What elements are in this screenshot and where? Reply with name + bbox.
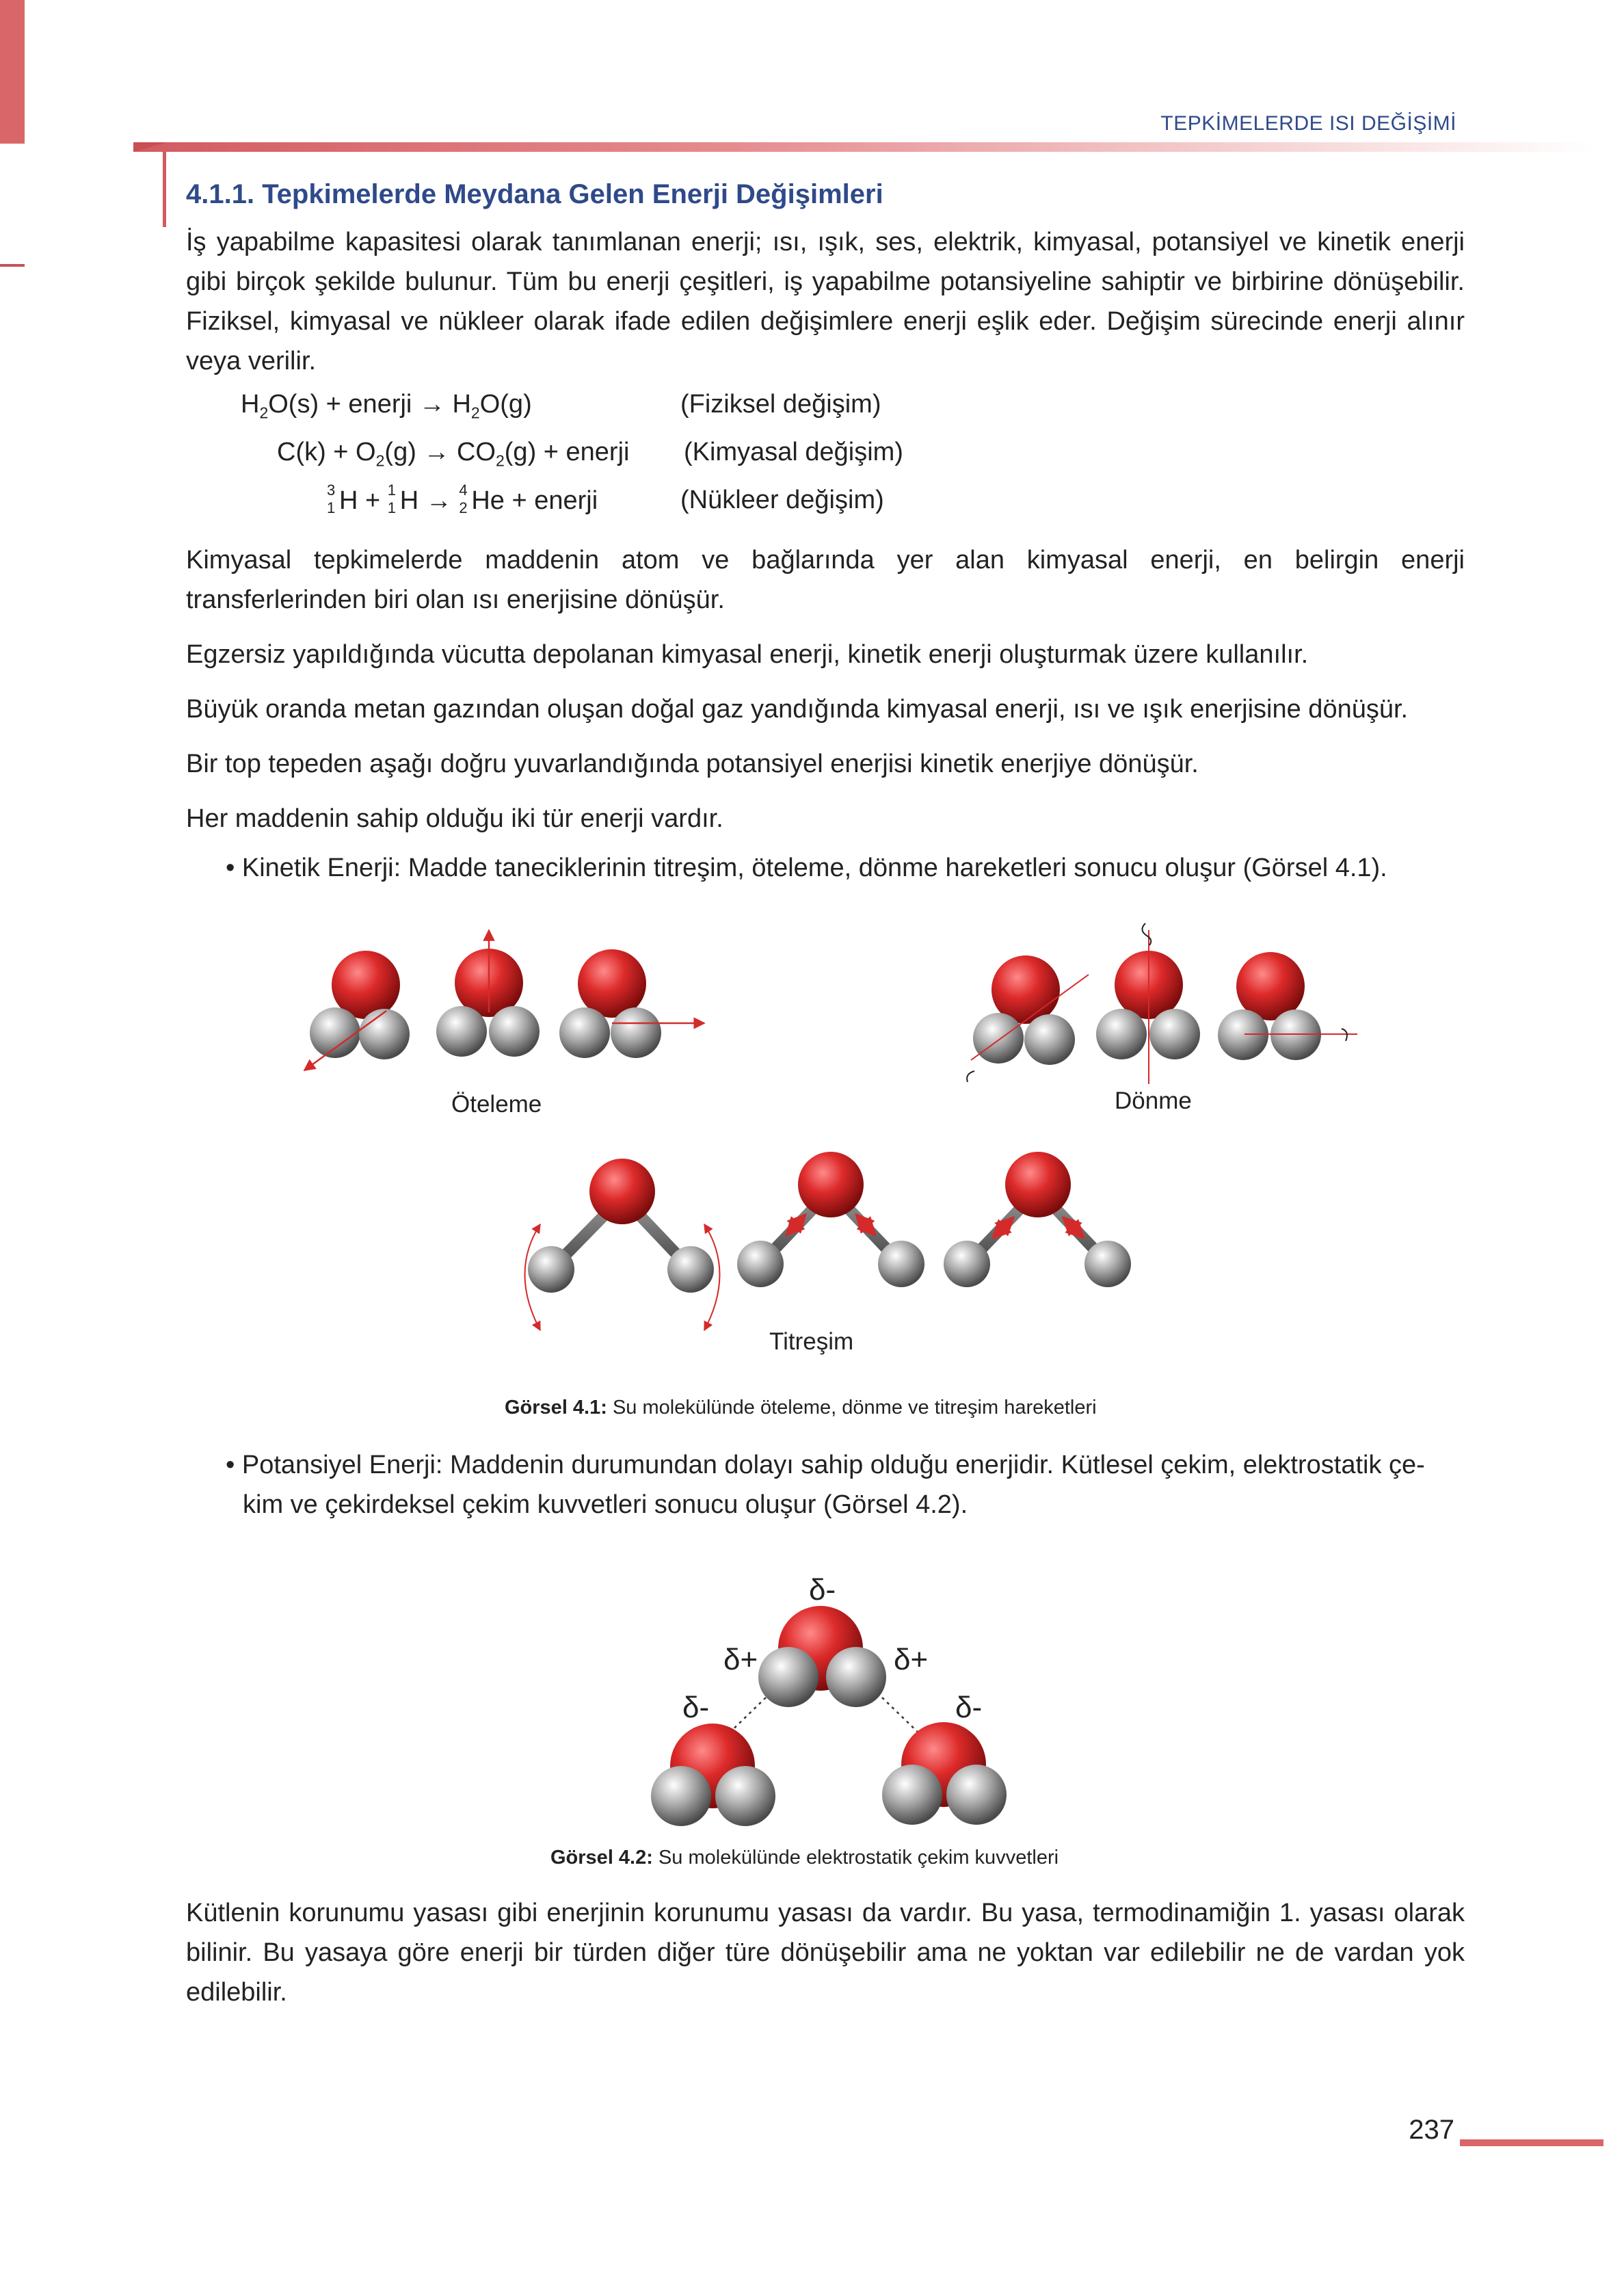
paragraph-ball: Bir top tepeden aşağı doğru yuvarlandığında potansiyel enerjisi kinetik enerjiye dönüşür. [186,750,1199,778]
vibration-molecule-1 [525,1159,720,1330]
equation-chemical-type: (Kimyasal değişim) [684,438,903,466]
attraction-line-right [882,1698,923,1737]
bullet-potential-energy-line2: kim ve çekirdeksel çekim kuvvetleri sonucu oluşur (Görsel 4.2). [243,1490,968,1519]
closing-paragraph: Kütlenin korunumu yasası gibi enerjinin korunumu yasası da vardır. Bu yasa, termodinamiğin 1. yasası olarak bilinir. Bu yasaya göre enerji bir türden diğer türe dönüşebilir ama ne yoktan var edilebilir ne de vardan yok edilebilir. [186,1899,1465,2007]
page-number-rule [1460,2139,1603,2146]
running-header: TEPKİMELERDE ISI DEĞİŞİMİ [1160,112,1456,135]
equation-nuclear-type: (Nükleer değişim) [680,486,884,514]
left-edge-tab [0,0,25,144]
left-edge-tick [0,264,25,267]
paragraph-exercise: Egzersiz yapıldığında vücutta depolanan kimyasal enerji, kinetik enerji oluşturmak üzere kullanılır. [186,640,1309,669]
translation-molecule-1 [304,951,410,1070]
bullet-potential-energy-line1: • Potansiyel Enerji: Maddenin durumundan dolayı sahip olduğu enerjidir. Kütlesel çekim, elektrostatik çe- [226,1451,1425,1479]
equation-nuclear: 3 1 H + 1 1 H → 4 2 He + enerji [327,481,598,516]
right-water-molecule [882,1722,1007,1825]
figure-4-1-illustration [0,910,1624,1388]
rotation-molecule-2 [1096,923,1200,1084]
translation-molecule-2 [436,930,540,1057]
paragraph-natural-gas: Büyük oranda metan gazından oluşan doğal gaz yandığında kimyasal enerji, ısı ve ışık enerjisine dönüşür. [186,695,1409,724]
label-oteleme: Öteleme [451,1091,542,1118]
figure-4-1-caption: Görsel 4.1: Su molekülünde öteleme, dönme ve titreşim hareketleri [505,1397,1097,1418]
bullet-kinetic-energy: • Kinetik Enerji: Madde taneciklerinin titreşim, öteleme, dönme hareketleri sonucu oluşur (Görsel 4.1). [226,854,1387,882]
equation-chemical: $C(k) + O_2(g) \to CO_2(g)$ + enerji [277,438,630,470]
left-water-molecule [651,1724,775,1826]
delta-plus-left: δ+ [723,1643,758,1676]
page-number: 237 [1409,2115,1454,2145]
label-titresim: Titreşim [769,1328,854,1355]
equation-physical-type: (Fiziksel değişim) [680,390,881,419]
section-accent-bar [163,152,166,227]
vibration-molecule-2 [737,1152,924,1287]
section-title: 4.1.1. Tepkimelerde Meydana Gelen Enerji Değişimleri [186,179,883,209]
delta-minus-right: δ- [955,1691,983,1724]
translation-molecule-3 [559,949,704,1058]
equation-physical: $H_2O(s)$ + enerji → $H_2O(g)$ [241,390,532,422]
label-donme: Dönme [1115,1087,1192,1114]
vibration-molecule-3 [944,1152,1131,1287]
header-rule-corner [133,142,168,152]
paragraph-two-energies: Her maddenin sahip olduğu iki tür enerji vardır. [186,804,723,833]
header-rule [133,142,1597,152]
central-water-molecule [758,1606,886,1707]
intro-paragraph: İş yapabilme kapasitesi olarak tanımlanan enerji; ısı, ışık, ses, elektrik, kimyasal, potansiyel ve kinetik enerji gibi birçok şekilde bulunur. Tüm bu enerji çeşitleri, iş yapabilme potansiyeline sahiptir ve birbirine dönüşebilir. Fiziksel, kimyasal ve nükleer olarak ifade edilen değişimlere enerji eşlik eder. Değişim sürecinde enerji alınır veya verilir. [186,228,1465,375]
figure-4-2-caption: Görsel 4.2: Su molekülünde elektrostatik çekim kuvvetleri [550,1847,1059,1869]
delta-minus-top: δ- [809,1573,836,1607]
rotation-molecule-3 [1218,952,1357,1060]
delta-plus-right: δ+ [894,1643,929,1676]
figure-4-2-illustration [0,1573,1624,1860]
paragraph-chemical-energy: Kimyasal tepkimelerde maddenin atom ve bağlarında yer alan kimyasal enerji, en belirgin enerji transferlerinden biri olan ısı enerjisine dönüşür. [186,546,1465,614]
rotation-molecule-1 [967,955,1089,1082]
delta-minus-left: δ- [682,1691,710,1724]
